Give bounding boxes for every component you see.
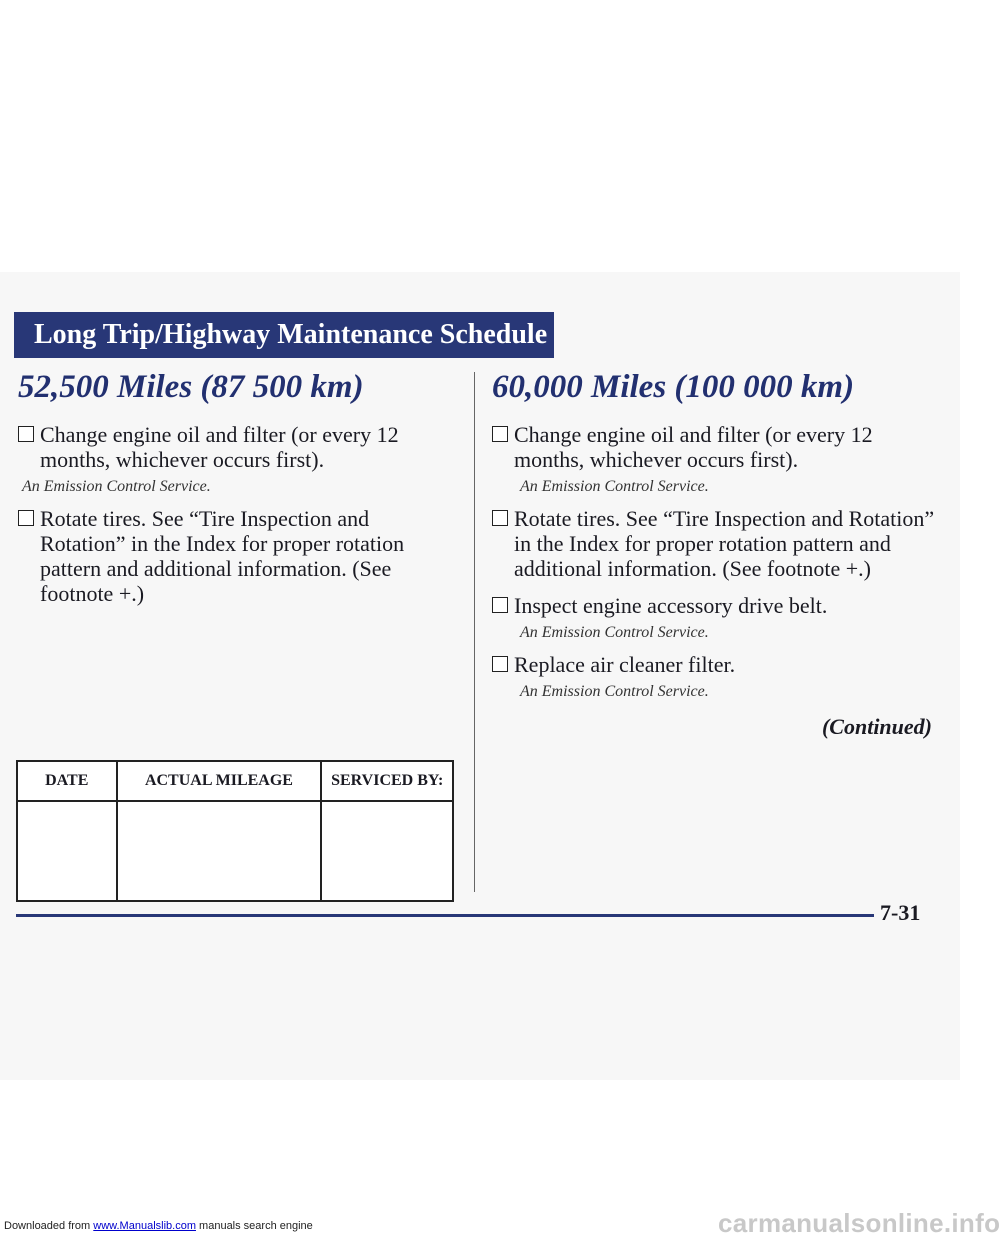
mileage-heading-left: 52,500 Miles (87 500 km) [18,369,364,405]
item-text: Rotate tires. See “Tire Inspection and Rotation” in the Index for proper rotation pattern and additional information. (See footnote +.) [40,506,405,606]
manualslib-link[interactable]: www.Manualslib.com [93,1220,196,1232]
serviced-by-column-header: SERVICED BY: [321,761,453,801]
checklist-item [492,506,942,581]
emission-note: An Emission Control Service. [22,478,211,495]
page-number: 7-31 [880,900,921,925]
right-column [492,366,942,711]
continued-label: (Continued) [821,714,932,739]
checkbox-icon[interactable] [492,510,508,526]
column-divider [474,372,475,892]
checklist-item [18,422,458,472]
item-text: Inspect engine accessory drive belt. [514,593,828,618]
checkbox-icon[interactable] [18,510,34,526]
checkbox-icon[interactable] [492,426,508,442]
left-column [18,366,458,612]
checkbox-icon[interactable] [492,597,508,613]
serviced-by-cell[interactable] [321,801,453,901]
checkbox-icon[interactable] [492,656,508,672]
checklist-item [492,422,942,472]
mileage-heading-right: 60,000 Miles (100 000 km) [492,369,855,405]
service-record-table [16,760,454,902]
watermark-prefix: Downloaded from [4,1220,91,1232]
date-column-header: DATE [17,761,117,801]
watermark-suffix: manuals search engine [199,1220,313,1232]
brand-watermark: carmanualsonline.info [718,1208,1000,1238]
mileage-cell[interactable] [117,801,322,901]
table-row [17,801,453,901]
emission-note: An Emission Control Service. [520,478,709,495]
schedule-header: Long Trip/Highway Maintenance Schedule [14,312,554,358]
item-text: Change engine oil and filter (or every 12 months, whichever occurs first). [40,422,399,472]
table-header-row [17,761,453,801]
download-watermark [4,1220,313,1232]
checkbox-icon[interactable] [18,426,34,442]
item-text: Change engine oil and filter (or every 12 months, whichever occurs first). [514,422,873,472]
checklist-item [18,506,458,606]
mileage-column-header: ACTUAL MILEAGE [117,761,322,801]
emission-note: An Emission Control Service. [520,683,709,700]
item-text: Replace air cleaner filter. [514,652,736,677]
checklist-item [492,652,942,677]
item-text: Rotate tires. See “Tire Inspection and Rotation” in the Index for proper rotation pattern and additional information. (See footnote +.) [514,506,935,581]
footer-rule [16,914,874,917]
checklist-item [492,593,942,618]
emission-note: An Emission Control Service. [520,624,709,641]
date-cell[interactable] [17,801,117,901]
